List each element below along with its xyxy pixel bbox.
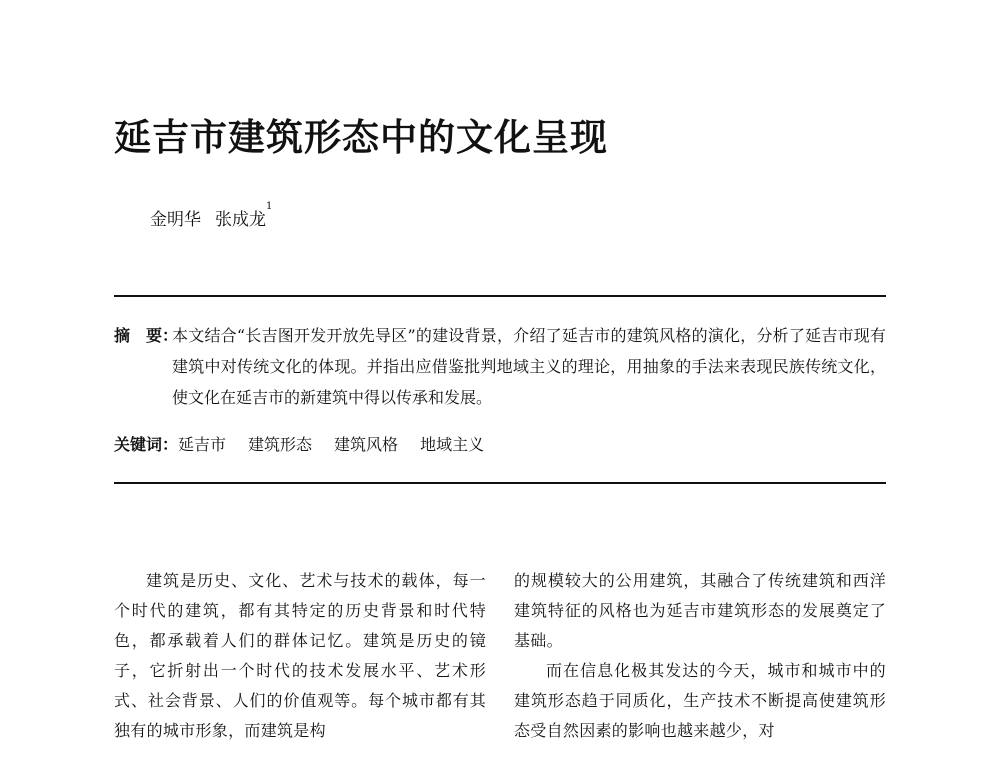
author-name: 金明华 [150,210,201,230]
keyword: 延吉市 [178,435,227,454]
abstract-label: 摘 要： [114,326,179,345]
author-line [150,201,273,230]
keywords-label: 关键词： [114,435,179,454]
paper-title: 延吉市建筑形态中的文化呈现 [114,115,608,159]
body-column-left [114,566,486,746]
keyword: 地域主义 [420,435,485,454]
divider-top [114,295,886,297]
keyword: 建筑风格 [334,435,399,454]
keywords-block [114,429,506,460]
keyword: 建筑形态 [248,435,313,454]
body-column-right [514,566,886,746]
author-name: 张成龙 [215,210,266,230]
abstract-block [114,320,886,413]
body-paragraph: 建筑是历史、文化、艺术与技术的载体，每一个时代的建筑，都有其特定的历史背景和时代特色，都承载着人们的群体记忆。建筑是历史的镜子，它折射出一个时代的技术发展水平、艺术形式、社会背景、人们的价值观等。每个城市都有其独有的城市形象，而建筑是构 [114,571,486,740]
author-footnote-mark: 1 [266,201,273,212]
body-paragraph: 的规模较大的公用建筑，其融合了传统建筑和西洋建筑特征的风格也为延吉市建筑形态的发展奠定了基础。 [514,571,886,650]
body-paragraph: 而在信息化极其发达的今天，城市和城市中的建筑形态趋于同质化，生产技术不断提高使建筑形态受自然因素的影响也越来越少，对 [514,661,886,740]
abstract-text: 本文结合“长吉图开发开放先导区”的建设背景，介绍了延吉市的建筑风格的演化，分析了延吉市现有建筑中对传统文化的体现。并指出应借鉴批判地域主义的理论，用抽象的手法来表现民族传统文化，使文化在延吉市的新建筑中得以传承和发展。 [172,326,886,407]
divider-bottom [114,482,886,484]
